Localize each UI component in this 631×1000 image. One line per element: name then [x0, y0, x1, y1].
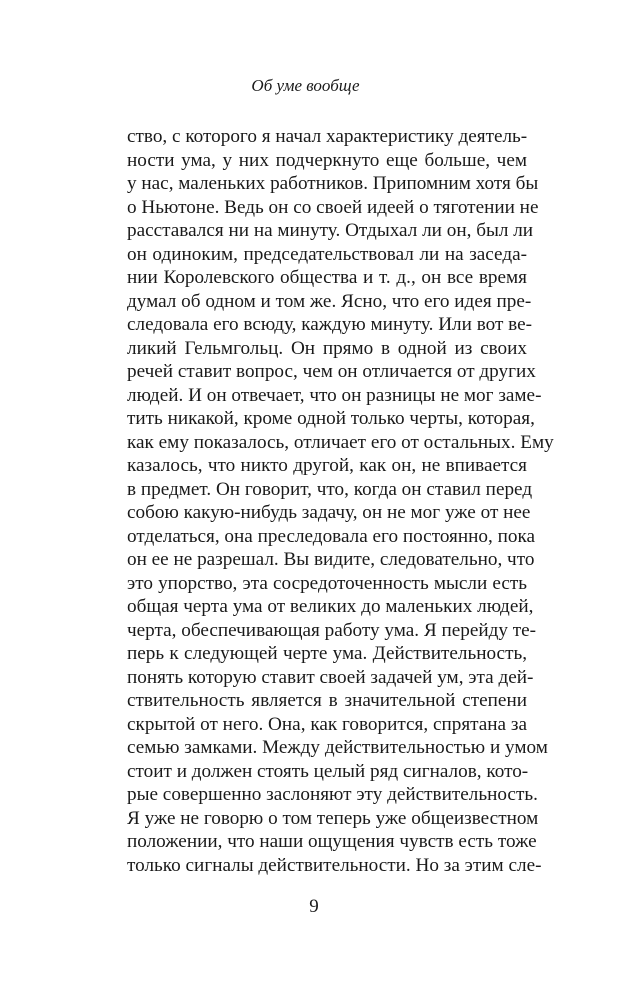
- text-line: ство, с которого я начал характеристику деятель-: [127, 126, 528, 147]
- text-line: Я уже не говорю о том теперь уже общеизвестном: [127, 807, 539, 829]
- text-line: это упорство, эта сосредоточенность мысли есть: [127, 572, 527, 594]
- text-line: о Ньютоне. Ведь он со своей идеей о тяготении не: [127, 196, 539, 218]
- text-line: ствительность является в значительной степени: [127, 690, 527, 711]
- page-number: 9: [309, 896, 319, 917]
- text-line: тить никакой, кроме одной только черты, которая,: [127, 408, 535, 429]
- text-line: речей ставит вопрос, чем он отличается от других: [127, 361, 536, 382]
- text-line: общая черта ума от великих до маленьких людей,: [127, 596, 534, 617]
- body-text: [127, 125, 554, 877]
- text-line: скрытой от него. Она, как говорится, спрятана за: [127, 713, 527, 735]
- text-line: семью замками. Между действительностью и умом: [127, 737, 548, 758]
- text-line: понять которую ставит своей задачей ум, эта дей-: [127, 666, 534, 688]
- text-line: стоит и должен стоять целый ряд сигналов, кото-: [127, 760, 529, 782]
- text-line: он ее не разрешал. Вы видите, следовательно, что: [127, 549, 535, 570]
- text-line: у нас, маленьких работников. Припомним хотя бы: [127, 173, 539, 194]
- text-line: следовала его всюду, каждую минуту. Или вот ве-: [127, 314, 533, 335]
- text-line: положении, что наши ощущения чувств есть тоже: [127, 831, 537, 852]
- text-line: ликий Гельмгольц. Он прямо в одной из своих: [127, 337, 527, 359]
- text-line: думал об одном и том же. Ясно, что его идея пре-: [127, 290, 532, 312]
- text-line: рые совершенно заслоняют эту действительность.: [127, 784, 538, 805]
- text-line: ности ума, у них подчеркнуто еще больше, чем: [127, 149, 527, 171]
- text-line: расставался ни на минуту. Отдыхал ли он, был ли: [127, 220, 534, 241]
- text-line: перь к следующей черте ума. Действительность,: [127, 643, 527, 664]
- text-line: собою какую-нибудь задачу, он не мог уже от нее: [127, 502, 531, 523]
- text-line: черта, обеспечивающая работу ума. Я перейду те-: [127, 619, 537, 641]
- text-line: только сигналы действительности. Но за этим сле-: [127, 854, 542, 876]
- text-line: в предмет. Он говорит, что, когда он ставил перед: [127, 478, 533, 500]
- text-line: он одиноким, председательствовал ли на заседа-: [127, 243, 527, 265]
- text-line: людей. И он отвечает, что он разницы не мог заме-: [127, 384, 542, 406]
- text-line: нии Королевского общества и т. д., он все время: [127, 267, 527, 288]
- text-line: как ему показалось, отличает его от остальных. Ему: [127, 431, 554, 453]
- text-line: казалось, что никто другой, как он, не впивается: [127, 455, 527, 476]
- text-line: отделаться, она преследовала его постоянно, пока: [127, 525, 536, 547]
- running-head: Об уме вообще: [251, 76, 360, 95]
